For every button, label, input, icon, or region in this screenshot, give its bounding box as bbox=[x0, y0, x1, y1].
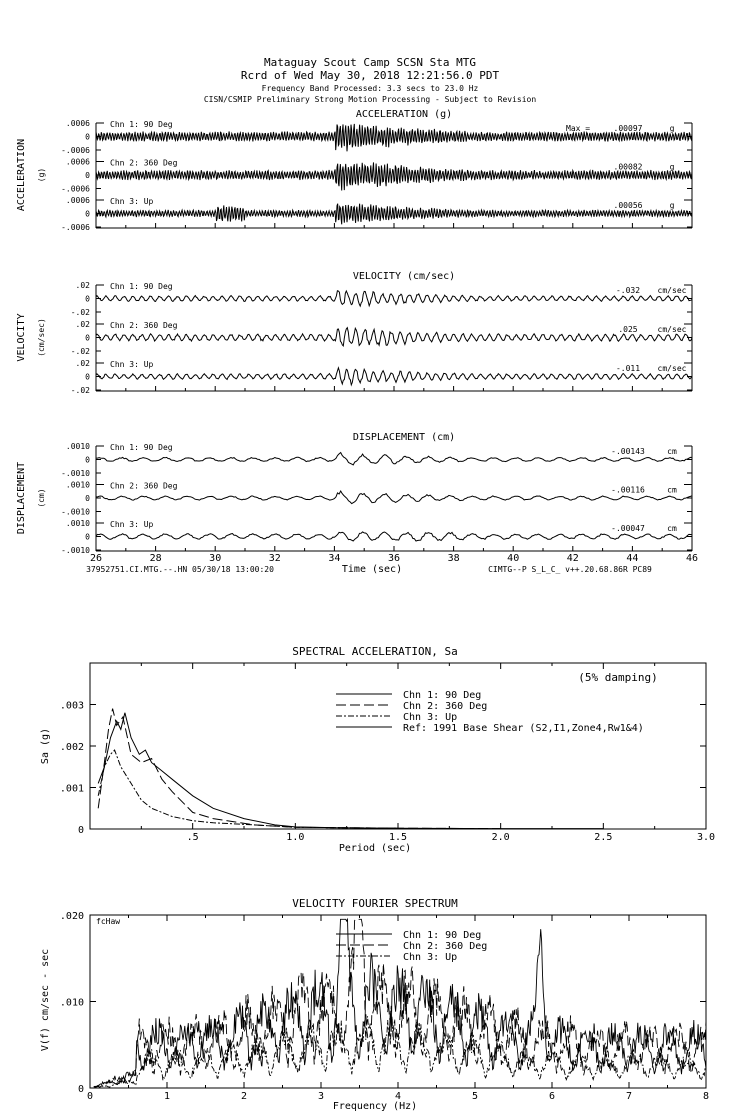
section-yunit: (g) bbox=[37, 167, 46, 183]
x-tick-label: 26 bbox=[89, 553, 103, 564]
peak-unit: g bbox=[669, 162, 675, 172]
peak-value: .00097 bbox=[613, 124, 643, 133]
y-tick-label: .003 bbox=[59, 700, 84, 712]
x-tick-label: 30 bbox=[209, 553, 222, 564]
peak-value: .00082 bbox=[613, 162, 643, 172]
waveform-acc-chn2 bbox=[96, 162, 692, 190]
x-axis-label: Time (sec) bbox=[341, 564, 403, 575]
y-tick-label: .010 bbox=[59, 997, 84, 1009]
y-tick-label: -.02 bbox=[70, 386, 90, 395]
legend-label: Chn 3: Up bbox=[403, 952, 458, 963]
y-tick-label: 0 bbox=[77, 1084, 84, 1095]
x-tick-label: 2.5 bbox=[594, 832, 613, 843]
section-ylabel: ACCELERATION bbox=[16, 138, 27, 212]
channel-label: Chn 2: 360 Deg bbox=[110, 481, 178, 491]
waveform-vel-chn3 bbox=[96, 368, 692, 385]
waveform-acc-chn1 bbox=[96, 124, 692, 151]
chart-title: SPECTRAL ACCELERATION, Sa bbox=[292, 645, 458, 658]
x-axis-label: Frequency (Hz) bbox=[332, 1101, 418, 1112]
y-tick-label: -.0010 bbox=[61, 469, 90, 478]
y-tick-label: .02 bbox=[75, 359, 90, 368]
x-tick-label: 32 bbox=[268, 553, 281, 564]
x-tick-label: 46 bbox=[685, 553, 699, 564]
legend-label: Chn 1: 90 Deg bbox=[403, 690, 482, 701]
section-title: VELOCITY (cm/sec) bbox=[352, 271, 456, 282]
peak-value: -.00116 bbox=[611, 485, 645, 495]
section-yunit: (cm) bbox=[37, 488, 46, 508]
y-tick-label: 0 bbox=[85, 333, 90, 343]
y-tick-label: 0 bbox=[85, 494, 90, 503]
header-processing: CISN/CSMIP Preliminary Strong Motion Processing - Subject to Revision bbox=[203, 95, 537, 104]
x-tick-label: 0 bbox=[86, 1091, 94, 1102]
peak-unit: g bbox=[669, 124, 675, 133]
y-tick-label: 0 bbox=[85, 132, 90, 142]
x-tick-label: 2.0 bbox=[491, 832, 510, 843]
y-tick-label: .0006 bbox=[65, 119, 90, 128]
x-tick-label: 40 bbox=[507, 553, 520, 564]
x-tick-label: 1 bbox=[163, 1091, 171, 1102]
channel-label: Chn 1: 90 Deg bbox=[110, 443, 173, 452]
y-tick-label: -.0006 bbox=[61, 184, 90, 194]
x-tick-label: 2 bbox=[240, 1091, 248, 1102]
x-tick-label: 42 bbox=[566, 553, 579, 564]
y-tick-label: 0 bbox=[85, 209, 90, 219]
corner-label: fcHaw bbox=[96, 917, 121, 926]
peak-unit: cm/sec bbox=[657, 325, 687, 334]
y-tick-label: 0 bbox=[85, 532, 90, 542]
x-tick-label: 5 bbox=[471, 1091, 479, 1102]
x-tick-label: 6 bbox=[548, 1091, 556, 1102]
y-tick-label: 0 bbox=[85, 455, 90, 465]
fourier-curve-chn2 bbox=[94, 919, 706, 1087]
peak-value: -.011 bbox=[615, 364, 641, 373]
section-ylabel: VELOCITY bbox=[16, 313, 27, 362]
x-tick-label: 36 bbox=[387, 553, 401, 564]
peak-value: -.00047 bbox=[611, 524, 645, 533]
x-tick-label: 7 bbox=[625, 1091, 633, 1102]
peak-unit: g bbox=[669, 201, 675, 210]
section-yunit: (cm/sec) bbox=[37, 318, 46, 357]
legend-label: Ref: 1991 Base Shear (S2,I1,Zone4,Rw1&4) bbox=[403, 723, 644, 734]
peak-prefix: Max = bbox=[566, 124, 591, 133]
header-band: Frequency Band Processed: 3.3 secs to 23.0 Hz bbox=[261, 84, 479, 93]
footer-right: CIMTG--P S_L_C_ v++.20.68.86R PC89 bbox=[488, 565, 652, 574]
section-title: DISPLACEMENT (cm) bbox=[352, 432, 456, 443]
header-station: Mataguay Scout Camp SCSN Sta MTG bbox=[264, 56, 476, 69]
x-tick-label: 1.5 bbox=[388, 832, 408, 843]
section-title: ACCELERATION (g) bbox=[355, 109, 453, 120]
y-tick-label: -.0010 bbox=[61, 546, 90, 555]
channel-label: Chn 2: 360 Deg bbox=[110, 158, 178, 168]
channel-label: Chn 3: Up bbox=[110, 360, 154, 369]
y-tick-label: .0010 bbox=[65, 480, 90, 490]
waveform-dis-chn1 bbox=[96, 453, 692, 465]
y-tick-label: -.0006 bbox=[61, 146, 90, 155]
waveform-dis-chn3 bbox=[96, 532, 692, 541]
peak-value: .00056 bbox=[613, 201, 643, 210]
y-tick-label: .0010 bbox=[65, 519, 90, 528]
y-tick-label: .0006 bbox=[65, 196, 90, 205]
channel-label: Chn 1: 90 Deg bbox=[110, 282, 173, 291]
sa-curve-chn3 bbox=[98, 750, 398, 828]
x-tick-label: 38 bbox=[447, 553, 460, 564]
plot-frame bbox=[90, 663, 706, 829]
y-tick-label: -.0010 bbox=[61, 507, 90, 517]
y-axis-label: V(f) cm/sec - sec bbox=[40, 948, 51, 1052]
waveform-acc-chn3 bbox=[96, 204, 692, 225]
header-record: Rcrd of Wed May 30, 2018 12:21:56.0 PDT bbox=[240, 69, 500, 82]
peak-unit: cm/sec bbox=[657, 364, 687, 373]
x-tick-label: 1.0 bbox=[286, 832, 305, 843]
peak-unit: cm/sec bbox=[657, 286, 687, 295]
waveform-dis-chn2 bbox=[96, 491, 692, 504]
y-tick-label: .002 bbox=[59, 742, 84, 753]
x-tick-label: 3.0 bbox=[696, 832, 716, 843]
channel-label: Chn 2: 360 Deg bbox=[110, 321, 178, 330]
x-tick-label: 28 bbox=[149, 553, 162, 564]
chart-title: VELOCITY FOURIER SPECTRUM bbox=[292, 897, 458, 910]
fourier-curve-chn1 bbox=[94, 919, 706, 1087]
x-tick-label: .5 bbox=[186, 832, 199, 843]
waveform-vel-chn2 bbox=[96, 328, 692, 346]
y-tick-label: -.02 bbox=[70, 347, 90, 356]
x-tick-label: 3 bbox=[317, 1091, 325, 1102]
x-tick-label: 44 bbox=[626, 553, 639, 564]
y-axis-label: Sa (g) bbox=[40, 727, 51, 765]
y-tick-label: -.0006 bbox=[61, 223, 90, 232]
y-tick-label: .0010 bbox=[65, 442, 90, 451]
waveform-vel-chn1 bbox=[96, 291, 692, 306]
y-tick-label: .020 bbox=[59, 911, 84, 922]
y-tick-label: 0 bbox=[85, 372, 90, 382]
y-tick-label: .001 bbox=[59, 783, 84, 795]
y-tick-label: .0006 bbox=[65, 157, 90, 167]
legend-label: Chn 2: 360 Deg bbox=[403, 941, 488, 952]
y-tick-label: .02 bbox=[75, 320, 90, 329]
peak-unit: cm bbox=[667, 524, 677, 533]
peak-unit: cm bbox=[667, 447, 677, 456]
peak-value: -.032 bbox=[615, 286, 641, 295]
footer-left: 37952751.CI.MTG.--.HN 05/30/18 13:00:20 bbox=[86, 565, 274, 574]
legend-label: Chn 2: 360 Deg bbox=[403, 701, 488, 712]
y-tick-label: -.02 bbox=[70, 308, 90, 317]
legend-label: Chn 1: 90 Deg bbox=[403, 930, 482, 941]
peak-value: .025 bbox=[618, 325, 638, 334]
damping-note: (5% damping) bbox=[578, 671, 658, 684]
section-ylabel: DISPLACEMENT bbox=[16, 461, 27, 535]
legend-label: Chn 3: Up bbox=[403, 712, 458, 723]
peak-unit: cm bbox=[667, 485, 677, 495]
channel-label: Chn 3: Up bbox=[110, 520, 154, 529]
y-tick-label: .02 bbox=[75, 281, 90, 290]
y-tick-label: 0 bbox=[77, 825, 84, 836]
channel-label: Chn 1: 90 Deg bbox=[110, 120, 173, 129]
x-axis-label: Period (sec) bbox=[338, 843, 412, 854]
y-tick-label: 0 bbox=[85, 171, 90, 180]
channel-label: Chn 3: Up bbox=[110, 197, 154, 206]
x-tick-label: 34 bbox=[328, 553, 341, 564]
x-tick-label: 8 bbox=[702, 1091, 710, 1102]
peak-value: -.00143 bbox=[611, 447, 645, 456]
y-tick-label: 0 bbox=[85, 294, 90, 304]
x-tick-label: 4 bbox=[394, 1091, 402, 1102]
